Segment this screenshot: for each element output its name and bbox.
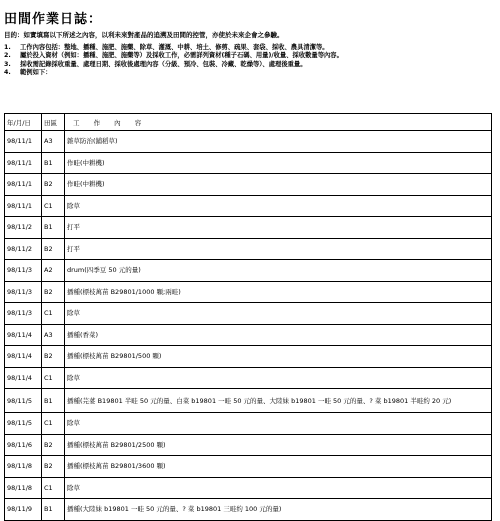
cell-date: 98/11/3: [5, 260, 42, 282]
purpose-text: 目的：如實填寫以下所述之內容，以利未來對產品的追溯及田間的控管，亦使於未來企會之參驗。: [4, 31, 284, 39]
cell-date: 98/11/1: [5, 131, 42, 153]
table-row: [5, 238, 492, 260]
cell-date: 98/11/1: [5, 174, 42, 196]
cell-date: 98/11/3: [5, 303, 42, 325]
table-row: [5, 413, 492, 435]
cell-work: 播種(標枝萬苗 B29801/3600 顆): [65, 456, 492, 478]
table-row: [5, 131, 492, 153]
cell-work: 除草: [65, 477, 492, 499]
cell-date: 98/11/9: [5, 499, 42, 521]
instruction-text: 工作內容包括：整地、播種、施肥、施藥、除草、灌溉、中耕、培土、修剪、疏果、套袋、採收、農具清潔等。: [20, 44, 329, 51]
cell-work: 除草: [65, 413, 492, 435]
cell-work: 打平: [65, 238, 492, 260]
cell-date: 98/11/5: [5, 389, 42, 413]
table-row: [5, 195, 492, 217]
table-row: [5, 260, 492, 282]
cell-work: 除草: [65, 195, 492, 217]
cell-field: C1: [42, 367, 65, 389]
cell-work: 播種(大陸妹 b19801 一畦 50 元的量、? 菜 b19801 三畦約 100 元的量): [65, 499, 492, 521]
cell-field: B2: [42, 238, 65, 260]
cell-date: 98/11/4: [5, 346, 42, 368]
table-row: [5, 174, 492, 196]
cell-field: C1: [42, 303, 65, 325]
cell-date: 98/11/5: [5, 413, 42, 435]
cell-field: B2: [42, 281, 65, 303]
instruction-text: 採收需記錄採收重量、處理日期、採收後處理內容（分級、預冷、包裝、冷藏、乾燥等）、處理後重量。: [20, 60, 307, 68]
header-date: 年/月/日: [5, 114, 42, 131]
instruction-number: 2.: [4, 52, 11, 60]
cell-date: 98/11/4: [5, 324, 42, 346]
cell-date: 98/11/2: [5, 238, 42, 260]
cell-work: 播種(芫荽 B19801 半畦 50 元的量、白菜 b19801 一畦 50 元的量、大陸妹 b19801 一畦 50 元的量、? 菜 b19801 半畦約 20 元): [65, 389, 492, 413]
header-field: 田區: [42, 114, 65, 131]
table-row: [5, 477, 492, 499]
table-row: [5, 367, 492, 389]
cell-date: 98/11/8: [5, 477, 42, 499]
cell-field: C1: [42, 195, 65, 217]
cell-work: 雜草防治(鋪稻草): [65, 131, 492, 153]
cell-field: C1: [42, 413, 65, 435]
cell-work: 播種(標枝萬苗 B29801/2500 顆): [65, 434, 492, 456]
cell-date: 98/11/6: [5, 434, 42, 456]
cell-date: 98/11/1: [5, 152, 42, 174]
cell-field: B1: [42, 389, 65, 413]
cell-field: B1: [42, 499, 65, 521]
table-header-row: [5, 114, 492, 131]
cell-date: 98/11/2: [5, 217, 42, 239]
instruction-item: [4, 69, 494, 77]
header-work: 工 作 內 容: [65, 114, 492, 131]
instruction-item: [4, 61, 494, 69]
cell-work: 打平: [65, 217, 492, 239]
cell-field: B2: [42, 434, 65, 456]
cell-field: A2: [42, 260, 65, 282]
field-log-table: [4, 113, 492, 521]
instruction-list: [4, 44, 494, 78]
cell-field: B2: [42, 346, 65, 368]
table-row: [5, 281, 492, 303]
cell-work: 作畦(中耕機): [65, 152, 492, 174]
cell-work: 除草: [65, 303, 492, 325]
cell-work: 作畦(中耕機): [65, 174, 492, 196]
cell-field: B1: [42, 152, 65, 174]
cell-field: A3: [42, 324, 65, 346]
cell-work: 播種(標枝萬苗 B29801/500 顆): [65, 346, 492, 368]
cell-date: 98/11/4: [5, 367, 42, 389]
page-title: 田間作業日誌：: [4, 12, 103, 27]
cell-field: C1: [42, 477, 65, 499]
cell-field: B1: [42, 217, 65, 239]
instruction-number: 4.: [4, 69, 11, 77]
instruction-text: 屬於投入資材（例如：播種、施肥、施藥等）及採收工作，必需詳列資材(種子石碼、用量)/收量、採收數量等內容。: [20, 52, 343, 60]
instruction-number: 1.: [4, 44, 11, 51]
cell-work: 播種(標枝萬苗 B29801/1000 顆;兩畦): [65, 281, 492, 303]
instruction-item: [4, 52, 494, 60]
instruction-number: 3.: [4, 60, 11, 68]
cell-work: 除草: [65, 367, 492, 389]
table-row: [5, 152, 492, 174]
table-row: [5, 456, 492, 478]
table-row: [5, 346, 492, 368]
instruction-text: 範例如下：: [20, 69, 52, 77]
cell-date: 98/11/1: [5, 195, 42, 217]
table-row: [5, 434, 492, 456]
cell-date: 98/11/3: [5, 281, 42, 303]
table-row: [5, 303, 492, 325]
cell-field: B2: [42, 174, 65, 196]
cell-date: 98/11/8: [5, 456, 42, 478]
table-row: [5, 324, 492, 346]
cell-field: A3: [42, 131, 65, 153]
cell-work: 播種(香菜): [65, 324, 492, 346]
cell-field: B2: [42, 456, 65, 478]
table-body: [5, 131, 492, 521]
table-row: [5, 389, 492, 413]
cell-work: drum(四季豆 50 元的量): [65, 260, 492, 282]
table-row: [5, 217, 492, 239]
table-row: [5, 499, 492, 521]
